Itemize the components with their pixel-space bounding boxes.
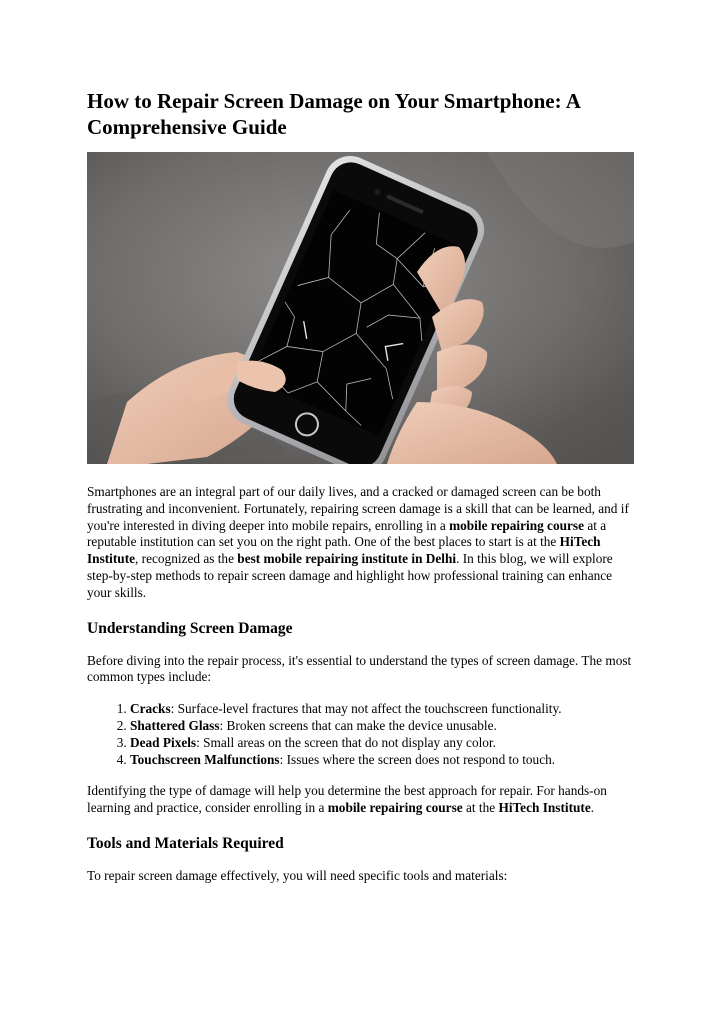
list-item-desc: : Surface-level fractures that may not affect the touchscreen functionality. [170, 701, 562, 717]
intro-text-2: at a reputable institution can set you on the right path. One of the best places to start is at the [87, 517, 607, 550]
list-item-desc: : Broken screens that can make the device unusable. [219, 717, 497, 733]
list-item-term: Cracks [130, 701, 171, 717]
list-item [130, 718, 634, 735]
list-item [130, 752, 634, 769]
section-heading-understanding: Understanding Screen Damage [87, 619, 293, 637]
intro-paragraph [87, 484, 634, 602]
page-title: How to Repair Screen Damage on Your Smartphone: A Comprehensive Guide [87, 89, 580, 139]
list-item-desc: : Small areas on the screen that do not display any color. [196, 734, 496, 750]
list-item-term: Shattered Glass [130, 717, 220, 733]
intro-bold-hitech-institute: HiTech Institute [87, 534, 601, 567]
section1-outro [87, 783, 634, 817]
outro-text-1: Identifying the type of damage will help you determine the best approach for repair. For hands-on learning and practice, consider enrolling in a [87, 783, 607, 816]
outro-bold-hitech-institute: HiTech Institute [498, 800, 591, 816]
intro-text-4: . In this blog, we will explore step-by-step methods to repair screen damage and highlight how professional training can enhance your skills. [87, 551, 613, 600]
outro-text-2: at the [462, 800, 499, 816]
section-heading-tools: Tools and Materials Required [87, 834, 284, 852]
outro-text-3: . [590, 800, 595, 816]
intro-text-3: , recognized as the [135, 551, 238, 567]
list-item-term: Dead Pixels [130, 734, 197, 750]
section2-intro: To repair screen damage effectively, you will need specific tools and materials: [87, 867, 508, 883]
list-item [130, 735, 634, 752]
intro-bold-mobile-repairing-course: mobile repairing course [449, 517, 584, 533]
outro-bold-mobile-repairing-course: mobile repairing course [327, 800, 463, 816]
list-item [130, 701, 634, 718]
list-item-desc: : Issues where the screen does not respond to touch. [279, 751, 556, 767]
cracked-smartphone-photo [87, 152, 634, 464]
intro-text-1: Smartphones are an integral part of our daily lives, and a cracked or damaged screen can be both frustrating and inconvenient. Fortunately, repairing screen damage is a skill that can be learned, and if you're interested in diving deeper into mobile repairs, enrolling in a [87, 484, 629, 533]
document-page [87, 88, 634, 885]
damage-types-list [87, 701, 634, 768]
intro-bold-best-institute: best mobile repairing institute in Delhi [237, 551, 457, 567]
list-item-term: Touchscreen Malfunctions [130, 751, 280, 767]
section1-intro: Before diving into the repair process, it's essential to understand the types of screen damage. The most common types include: [87, 652, 632, 685]
